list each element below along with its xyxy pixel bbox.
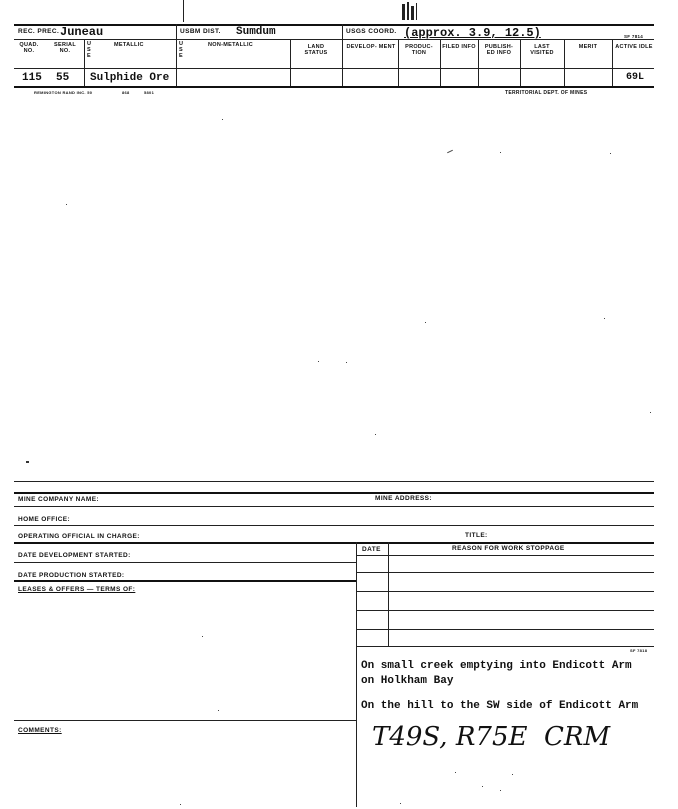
form-code-lower: SF 7818	[630, 648, 648, 653]
title-label: TITLE:	[465, 532, 488, 539]
date-production-label: DATE PRODUCTION STARTED:	[18, 572, 125, 579]
col-published-info: PUBLISH- ED INFO	[484, 44, 514, 56]
location-note-2: On the hill to the SW side of Endicott Arm	[361, 700, 639, 712]
form-code-top: SF 7814	[624, 34, 644, 39]
usgs-coord-value: (approx. 3.9, 12.5)	[404, 26, 541, 40]
col-production: PRODUC- TION	[405, 44, 433, 56]
rec-prec-value: Juneau	[60, 25, 104, 39]
rec-prec-label: REC. PREC.	[18, 28, 60, 35]
col-merit: MERIT	[578, 44, 598, 50]
col-use-code-2: U S E	[179, 41, 184, 59]
row-active-idle: 69L	[626, 72, 645, 83]
col-serial-no: SERIAL NO.	[54, 42, 76, 54]
printer-code-2: 5801	[144, 90, 155, 95]
usbm-dist-value: Sumdum	[236, 26, 276, 38]
mine-company-label: MINE COMPANY NAME:	[18, 496, 99, 503]
comments-label: COMMENTS:	[18, 727, 62, 734]
date-development-label: DATE DEVELOPMENT STARTED:	[18, 552, 131, 559]
dept-line: TERRITORIAL DEPT. OF MINES	[505, 90, 588, 96]
col-land-status: LAND STATUS	[304, 44, 328, 56]
handwritten-township: T49S, R75E CRM	[372, 722, 611, 752]
col-filed-info: FILED INFO	[442, 44, 476, 50]
row-serial-no: 55	[56, 72, 70, 84]
printer-line: REMINGTON RAND INC. 50	[34, 90, 93, 95]
col-development: DEVELOP- MENT	[346, 44, 396, 50]
row-quad-no: 115	[22, 72, 42, 84]
row-metallic: Sulphide Ore	[90, 72, 170, 84]
usbm-dist-label: USBM DIST.	[180, 28, 221, 35]
printer-code-1: 868	[122, 90, 130, 95]
col-non-metallic: NON-METALLIC	[208, 42, 254, 48]
col-active-idle: ACTIVE IDLE	[615, 44, 653, 50]
mine-address-label: MINE ADDRESS:	[375, 495, 432, 502]
col-last-visited: LAST VISITED	[530, 44, 554, 56]
stoppage-date-header: DATE	[362, 546, 381, 553]
leases-label: LEASES & OFFERS — TERMS OF:	[18, 586, 136, 593]
col-quad-no: QUAD. NO.	[19, 42, 39, 54]
location-note-1: On small creek emptying into Endicott Arm on Holkham Bay	[361, 660, 632, 687]
binding-marks	[400, 0, 424, 22]
stoppage-reason-header: REASON FOR WORK STOPPAGE	[452, 545, 565, 552]
operating-official-label: OPERATING OFFICIAL IN CHARGE:	[18, 533, 140, 540]
usgs-coord-label: USGS COORD.	[346, 28, 397, 35]
col-use-code: U S E	[87, 41, 92, 59]
home-office-label: HOME OFFICE:	[18, 516, 71, 523]
col-metallic: METALLIC	[114, 42, 144, 48]
